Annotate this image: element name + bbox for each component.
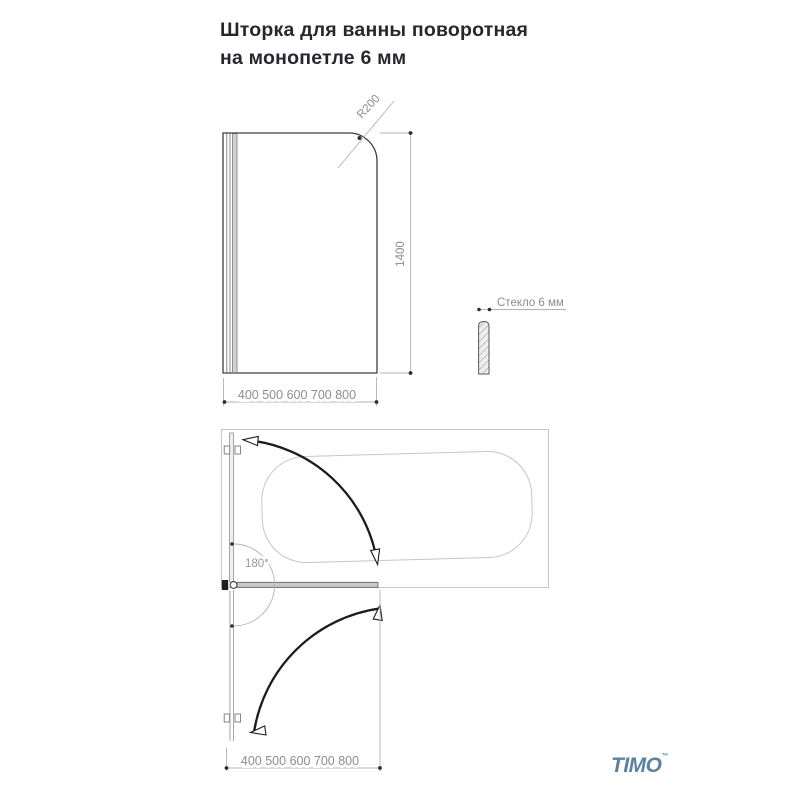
page-title-line2: на монопетле 6 мм (220, 47, 407, 69)
top-view (222, 430, 549, 772)
swing-arc-upper (246, 440, 377, 561)
dim-dot (375, 400, 379, 404)
arrowhead (373, 605, 382, 621)
front-view (223, 93, 413, 406)
angle-label: 180° (245, 558, 269, 570)
arrowhead (251, 726, 267, 735)
dim-dot (409, 131, 413, 135)
front-width-label: 400 500 600 700 800 (237, 388, 357, 402)
plan-width-label: 400 500 600 700 800 (240, 754, 360, 768)
side-view (477, 297, 566, 374)
hinge-wall-mount (222, 580, 228, 590)
arrowhead (371, 549, 380, 565)
brand-logo-text: TIMO (611, 754, 662, 777)
hinge-profile-bar (232, 134, 237, 373)
radius-point-dot (358, 136, 362, 140)
screen-bracket (224, 714, 230, 722)
swing-arc-lower (254, 609, 380, 733)
dim-dot (477, 308, 481, 312)
brand-logo (611, 753, 691, 787)
dim-dot (230, 542, 234, 546)
page-title-line1: Шторка для ванны поворотная (220, 19, 529, 41)
dim-dot (223, 400, 227, 404)
screen-bracket (235, 714, 241, 722)
screen-bracket (224, 446, 230, 454)
dim-dot (488, 308, 492, 312)
height-label: 1400 (395, 241, 407, 267)
screen-position-open (237, 582, 378, 587)
dim-dot (409, 371, 413, 375)
screen-bracket (235, 446, 241, 454)
bathtub-bowl (261, 450, 534, 563)
trademark-symbol: ™ (661, 753, 669, 760)
dim-dot (378, 766, 382, 770)
arrowhead (243, 436, 258, 445)
radius-label: R200 (355, 92, 383, 122)
dim-dot (230, 624, 234, 628)
hinge-pivot (230, 582, 237, 589)
glass-section (479, 322, 489, 375)
screen-position-closed (230, 433, 234, 582)
dim-dot (225, 766, 229, 770)
glass-thickness-label: Стекло 6 мм (497, 297, 564, 309)
front-panel-outline (223, 133, 377, 373)
